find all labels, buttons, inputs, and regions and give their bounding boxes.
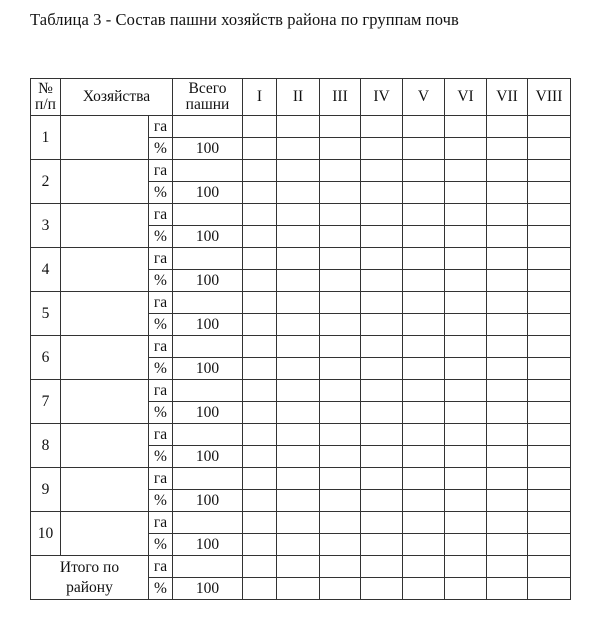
total-ha-cell bbox=[173, 424, 243, 446]
farm-name-cell bbox=[61, 380, 149, 424]
percent-group-8-cell bbox=[528, 402, 571, 424]
table-row-ha bbox=[31, 468, 571, 490]
ha-group-2-cell bbox=[277, 380, 320, 402]
ha-group-4-cell bbox=[361, 336, 403, 358]
percent-group-8-cell bbox=[528, 578, 571, 600]
percent-group-8-cell bbox=[528, 226, 571, 248]
ha-group-8-cell bbox=[528, 468, 571, 490]
percent-group-7-cell bbox=[487, 358, 528, 380]
ha-group-1-cell bbox=[243, 468, 277, 490]
header-row bbox=[31, 79, 571, 116]
farm-name-cell bbox=[61, 248, 149, 292]
ha-group-1-cell bbox=[243, 248, 277, 270]
percent-group-1-cell bbox=[243, 270, 277, 292]
percent-group-2-cell bbox=[277, 446, 320, 468]
header-number-line1: № bbox=[38, 80, 53, 97]
unit-ha: га bbox=[149, 204, 173, 226]
percent-group-5-cell bbox=[403, 138, 445, 160]
unit-percent: % bbox=[149, 402, 173, 424]
farm-name-cell bbox=[61, 424, 149, 468]
unit-percent: % bbox=[149, 314, 173, 336]
ha-group-4-cell bbox=[361, 292, 403, 314]
percent-group-7-cell bbox=[487, 270, 528, 292]
ha-group-1-cell bbox=[243, 512, 277, 534]
ha-group-1-cell bbox=[243, 116, 277, 138]
unit-percent: % bbox=[149, 138, 173, 160]
ha-group-3-cell bbox=[320, 116, 361, 138]
ha-group-4-cell bbox=[361, 204, 403, 226]
percent-group-8-cell bbox=[528, 314, 571, 336]
header-group-1: I bbox=[243, 79, 277, 116]
percent-group-8-cell bbox=[528, 270, 571, 292]
percent-group-2-cell bbox=[277, 182, 320, 204]
percent-group-2-cell bbox=[277, 578, 320, 600]
ha-group-6-cell bbox=[445, 512, 487, 534]
ha-group-1-cell bbox=[243, 556, 277, 578]
ha-group-3-cell bbox=[320, 424, 361, 446]
percent-group-6-cell bbox=[445, 578, 487, 600]
table-row-ha bbox=[31, 160, 571, 182]
ha-group-3-cell bbox=[320, 512, 361, 534]
percent-group-6-cell bbox=[445, 182, 487, 204]
percent-group-6-cell bbox=[445, 314, 487, 336]
header-farms: Хозяйства bbox=[61, 79, 173, 116]
ha-group-4-cell bbox=[361, 512, 403, 534]
unit-ha: га bbox=[149, 556, 173, 578]
percent-group-5-cell bbox=[403, 182, 445, 204]
percent-group-8-cell bbox=[528, 358, 571, 380]
total-label-line2: району bbox=[66, 578, 113, 596]
ha-group-5-cell bbox=[403, 160, 445, 182]
ha-group-2-cell bbox=[277, 468, 320, 490]
percent-group-8-cell bbox=[528, 446, 571, 468]
total-percent-value: 100 bbox=[173, 358, 243, 380]
table-row-ha bbox=[31, 512, 571, 534]
percent-group-6-cell bbox=[445, 226, 487, 248]
ha-group-8-cell bbox=[528, 380, 571, 402]
header-number bbox=[31, 79, 61, 116]
ha-group-2-cell bbox=[277, 248, 320, 270]
ha-group-4-cell bbox=[361, 116, 403, 138]
total-percent-value: 100 bbox=[173, 402, 243, 424]
percent-group-4-cell bbox=[361, 402, 403, 424]
ha-group-6-cell bbox=[445, 292, 487, 314]
table-row-ha bbox=[31, 204, 571, 226]
percent-group-1-cell bbox=[243, 534, 277, 556]
unit-percent: % bbox=[149, 534, 173, 556]
total-ha-cell bbox=[173, 380, 243, 402]
header-group-7: VII bbox=[487, 79, 528, 116]
table-row-ha bbox=[31, 380, 571, 402]
ha-group-6-cell bbox=[445, 336, 487, 358]
row-number: 10 bbox=[31, 512, 61, 556]
unit-ha: га bbox=[149, 468, 173, 490]
ha-group-7-cell bbox=[487, 512, 528, 534]
farm-name-cell bbox=[61, 204, 149, 248]
ha-group-3-cell bbox=[320, 204, 361, 226]
percent-group-1-cell bbox=[243, 314, 277, 336]
ha-group-7-cell bbox=[487, 468, 528, 490]
ha-group-6-cell bbox=[445, 468, 487, 490]
ha-group-8-cell bbox=[528, 424, 571, 446]
header-group-2: II bbox=[277, 79, 320, 116]
percent-group-8-cell bbox=[528, 490, 571, 512]
ha-group-2-cell bbox=[277, 556, 320, 578]
row-number: 6 bbox=[31, 336, 61, 380]
percent-group-1-cell bbox=[243, 138, 277, 160]
farm-name-cell bbox=[61, 336, 149, 380]
ha-group-1-cell bbox=[243, 336, 277, 358]
header-group-8: VIII bbox=[528, 79, 571, 116]
header-total-arable bbox=[173, 79, 243, 116]
ha-group-5-cell bbox=[403, 556, 445, 578]
ha-group-3-cell bbox=[320, 556, 361, 578]
ha-group-2-cell bbox=[277, 336, 320, 358]
percent-group-4-cell bbox=[361, 446, 403, 468]
table-row-ha bbox=[31, 424, 571, 446]
total-ha-cell bbox=[173, 160, 243, 182]
ha-group-7-cell bbox=[487, 204, 528, 226]
ha-group-5-cell bbox=[403, 116, 445, 138]
percent-group-4-cell bbox=[361, 226, 403, 248]
percent-group-3-cell bbox=[320, 270, 361, 292]
unit-percent: % bbox=[149, 490, 173, 512]
total-percent-value: 100 bbox=[173, 534, 243, 556]
ha-group-4-cell bbox=[361, 468, 403, 490]
percent-group-8-cell bbox=[528, 182, 571, 204]
percent-group-3-cell bbox=[320, 490, 361, 512]
ha-group-1-cell bbox=[243, 424, 277, 446]
percent-group-5-cell bbox=[403, 578, 445, 600]
percent-group-5-cell bbox=[403, 446, 445, 468]
percent-group-3-cell bbox=[320, 358, 361, 380]
percent-group-7-cell bbox=[487, 534, 528, 556]
total-percent-value: 100 bbox=[173, 270, 243, 292]
total-percent-value: 100 bbox=[173, 490, 243, 512]
unit-percent: % bbox=[149, 182, 173, 204]
percent-group-5-cell bbox=[403, 358, 445, 380]
percent-group-5-cell bbox=[403, 270, 445, 292]
percent-group-7-cell bbox=[487, 314, 528, 336]
farm-name-cell bbox=[61, 292, 149, 336]
row-number: 5 bbox=[31, 292, 61, 336]
ha-group-8-cell bbox=[528, 556, 571, 578]
ha-group-8-cell bbox=[528, 116, 571, 138]
ha-group-5-cell bbox=[403, 380, 445, 402]
ha-group-8-cell bbox=[528, 160, 571, 182]
percent-group-7-cell bbox=[487, 138, 528, 160]
table-row-ha bbox=[31, 336, 571, 358]
percent-group-2-cell bbox=[277, 270, 320, 292]
ha-group-3-cell bbox=[320, 468, 361, 490]
table-row-ha bbox=[31, 116, 571, 138]
percent-group-2-cell bbox=[277, 226, 320, 248]
percent-group-3-cell bbox=[320, 182, 361, 204]
percent-group-4-cell bbox=[361, 358, 403, 380]
ha-group-1-cell bbox=[243, 292, 277, 314]
row-number: 4 bbox=[31, 248, 61, 292]
percent-group-6-cell bbox=[445, 402, 487, 424]
percent-group-3-cell bbox=[320, 446, 361, 468]
table-row-ha bbox=[31, 292, 571, 314]
ha-group-2-cell bbox=[277, 160, 320, 182]
ha-group-4-cell bbox=[361, 380, 403, 402]
ha-group-3-cell bbox=[320, 336, 361, 358]
total-percent-value: 100 bbox=[173, 446, 243, 468]
percent-group-2-cell bbox=[277, 534, 320, 556]
ha-group-5-cell bbox=[403, 336, 445, 358]
percent-group-1-cell bbox=[243, 182, 277, 204]
ha-group-7-cell bbox=[487, 292, 528, 314]
ha-group-5-cell bbox=[403, 204, 445, 226]
percent-group-4-cell bbox=[361, 490, 403, 512]
ha-group-5-cell bbox=[403, 424, 445, 446]
ha-group-6-cell bbox=[445, 556, 487, 578]
total-ha-cell bbox=[173, 468, 243, 490]
percent-group-7-cell bbox=[487, 578, 528, 600]
ha-group-8-cell bbox=[528, 248, 571, 270]
ha-group-4-cell bbox=[361, 424, 403, 446]
unit-percent: % bbox=[149, 358, 173, 380]
ha-group-7-cell bbox=[487, 160, 528, 182]
percent-group-6-cell bbox=[445, 446, 487, 468]
header-total-line2: пашни bbox=[185, 96, 230, 113]
total-percent-value: 100 bbox=[173, 182, 243, 204]
percent-group-3-cell bbox=[320, 314, 361, 336]
percent-group-8-cell bbox=[528, 534, 571, 556]
percent-group-3-cell bbox=[320, 578, 361, 600]
unit-percent: % bbox=[149, 446, 173, 468]
ha-group-1-cell bbox=[243, 204, 277, 226]
percent-group-6-cell bbox=[445, 534, 487, 556]
percent-group-5-cell bbox=[403, 226, 445, 248]
farm-name-cell bbox=[61, 116, 149, 160]
percent-group-5-cell bbox=[403, 314, 445, 336]
ha-group-1-cell bbox=[243, 160, 277, 182]
header-group-6: VI bbox=[445, 79, 487, 116]
percent-group-1-cell bbox=[243, 446, 277, 468]
ha-group-3-cell bbox=[320, 292, 361, 314]
ha-group-4-cell bbox=[361, 556, 403, 578]
percent-group-6-cell bbox=[445, 270, 487, 292]
ha-group-7-cell bbox=[487, 116, 528, 138]
percent-group-2-cell bbox=[277, 402, 320, 424]
percent-group-4-cell bbox=[361, 270, 403, 292]
total-ha-cell bbox=[173, 556, 243, 578]
percent-group-6-cell bbox=[445, 490, 487, 512]
ha-group-4-cell bbox=[361, 160, 403, 182]
row-number: 3 bbox=[31, 204, 61, 248]
unit-percent: % bbox=[149, 578, 173, 600]
percent-group-7-cell bbox=[487, 226, 528, 248]
ha-group-2-cell bbox=[277, 116, 320, 138]
ha-group-7-cell bbox=[487, 380, 528, 402]
ha-group-8-cell bbox=[528, 512, 571, 534]
percent-group-2-cell bbox=[277, 138, 320, 160]
percent-group-8-cell bbox=[528, 138, 571, 160]
ha-group-5-cell bbox=[403, 512, 445, 534]
ha-group-4-cell bbox=[361, 248, 403, 270]
ha-group-6-cell bbox=[445, 424, 487, 446]
percent-group-3-cell bbox=[320, 138, 361, 160]
total-percent-value: 100 bbox=[173, 138, 243, 160]
percent-group-4-cell bbox=[361, 578, 403, 600]
header-group-3: III bbox=[320, 79, 361, 116]
ha-group-8-cell bbox=[528, 336, 571, 358]
ha-group-6-cell bbox=[445, 116, 487, 138]
ha-group-3-cell bbox=[320, 380, 361, 402]
total-percent-value: 100 bbox=[173, 578, 243, 600]
percent-group-5-cell bbox=[403, 534, 445, 556]
ha-group-1-cell bbox=[243, 380, 277, 402]
percent-group-1-cell bbox=[243, 490, 277, 512]
total-ha-cell bbox=[173, 116, 243, 138]
total-ha-cell bbox=[173, 336, 243, 358]
ha-group-2-cell bbox=[277, 292, 320, 314]
unit-ha: га bbox=[149, 292, 173, 314]
ha-group-7-cell bbox=[487, 248, 528, 270]
ha-group-7-cell bbox=[487, 336, 528, 358]
ha-group-3-cell bbox=[320, 248, 361, 270]
percent-group-4-cell bbox=[361, 182, 403, 204]
unit-ha: га bbox=[149, 336, 173, 358]
percent-group-6-cell bbox=[445, 358, 487, 380]
farm-name-cell bbox=[61, 468, 149, 512]
row-number: 9 bbox=[31, 468, 61, 512]
ha-group-6-cell bbox=[445, 160, 487, 182]
percent-group-7-cell bbox=[487, 182, 528, 204]
ha-group-8-cell bbox=[528, 204, 571, 226]
total-ha-cell bbox=[173, 292, 243, 314]
total-ha-cell bbox=[173, 204, 243, 226]
unit-ha: га bbox=[149, 380, 173, 402]
percent-group-1-cell bbox=[243, 226, 277, 248]
table-row-ha bbox=[31, 248, 571, 270]
ha-group-7-cell bbox=[487, 424, 528, 446]
header-total-line1: Всего bbox=[188, 80, 227, 97]
percent-group-2-cell bbox=[277, 358, 320, 380]
percent-group-1-cell bbox=[243, 358, 277, 380]
percent-group-2-cell bbox=[277, 314, 320, 336]
soil-groups-table bbox=[30, 78, 571, 600]
total-percent-value: 100 bbox=[173, 314, 243, 336]
table-row-ha bbox=[31, 556, 571, 578]
total-label-line1: Итого по bbox=[59, 558, 120, 576]
row-number: 2 bbox=[31, 160, 61, 204]
ha-group-5-cell bbox=[403, 248, 445, 270]
ha-group-5-cell bbox=[403, 292, 445, 314]
row-number: 8 bbox=[31, 424, 61, 468]
ha-group-3-cell bbox=[320, 160, 361, 182]
percent-group-7-cell bbox=[487, 446, 528, 468]
unit-percent: % bbox=[149, 270, 173, 292]
unit-ha: га bbox=[149, 160, 173, 182]
percent-group-1-cell bbox=[243, 578, 277, 600]
header-group-5: V bbox=[403, 79, 445, 116]
table-title: Таблица 3 - Состав пашни хозяйств района по группам почв bbox=[30, 10, 459, 29]
percent-group-7-cell bbox=[487, 490, 528, 512]
total-row-label bbox=[31, 556, 149, 600]
percent-group-3-cell bbox=[320, 226, 361, 248]
ha-group-5-cell bbox=[403, 468, 445, 490]
farm-name-cell bbox=[61, 512, 149, 556]
unit-percent: % bbox=[149, 226, 173, 248]
ha-group-6-cell bbox=[445, 380, 487, 402]
percent-group-4-cell bbox=[361, 534, 403, 556]
ha-group-7-cell bbox=[487, 556, 528, 578]
ha-group-2-cell bbox=[277, 424, 320, 446]
ha-group-2-cell bbox=[277, 204, 320, 226]
percent-group-5-cell bbox=[403, 402, 445, 424]
percent-group-7-cell bbox=[487, 402, 528, 424]
ha-group-6-cell bbox=[445, 248, 487, 270]
header-group-4: IV bbox=[361, 79, 403, 116]
percent-group-4-cell bbox=[361, 138, 403, 160]
row-number: 7 bbox=[31, 380, 61, 424]
total-ha-cell bbox=[173, 512, 243, 534]
unit-ha: га bbox=[149, 248, 173, 270]
percent-group-3-cell bbox=[320, 402, 361, 424]
percent-group-1-cell bbox=[243, 402, 277, 424]
ha-group-8-cell bbox=[528, 292, 571, 314]
percent-group-5-cell bbox=[403, 490, 445, 512]
header-number-line2: п/п bbox=[35, 96, 56, 113]
ha-group-2-cell bbox=[277, 512, 320, 534]
total-percent-value: 100 bbox=[173, 226, 243, 248]
percent-group-2-cell bbox=[277, 490, 320, 512]
row-number: 1 bbox=[31, 116, 61, 160]
unit-ha: га bbox=[149, 512, 173, 534]
unit-ha: га bbox=[149, 116, 173, 138]
percent-group-6-cell bbox=[445, 138, 487, 160]
unit-ha: га bbox=[149, 424, 173, 446]
ha-group-6-cell bbox=[445, 204, 487, 226]
farm-name-cell bbox=[61, 160, 149, 204]
percent-group-4-cell bbox=[361, 314, 403, 336]
total-ha-cell bbox=[173, 248, 243, 270]
percent-group-3-cell bbox=[320, 534, 361, 556]
